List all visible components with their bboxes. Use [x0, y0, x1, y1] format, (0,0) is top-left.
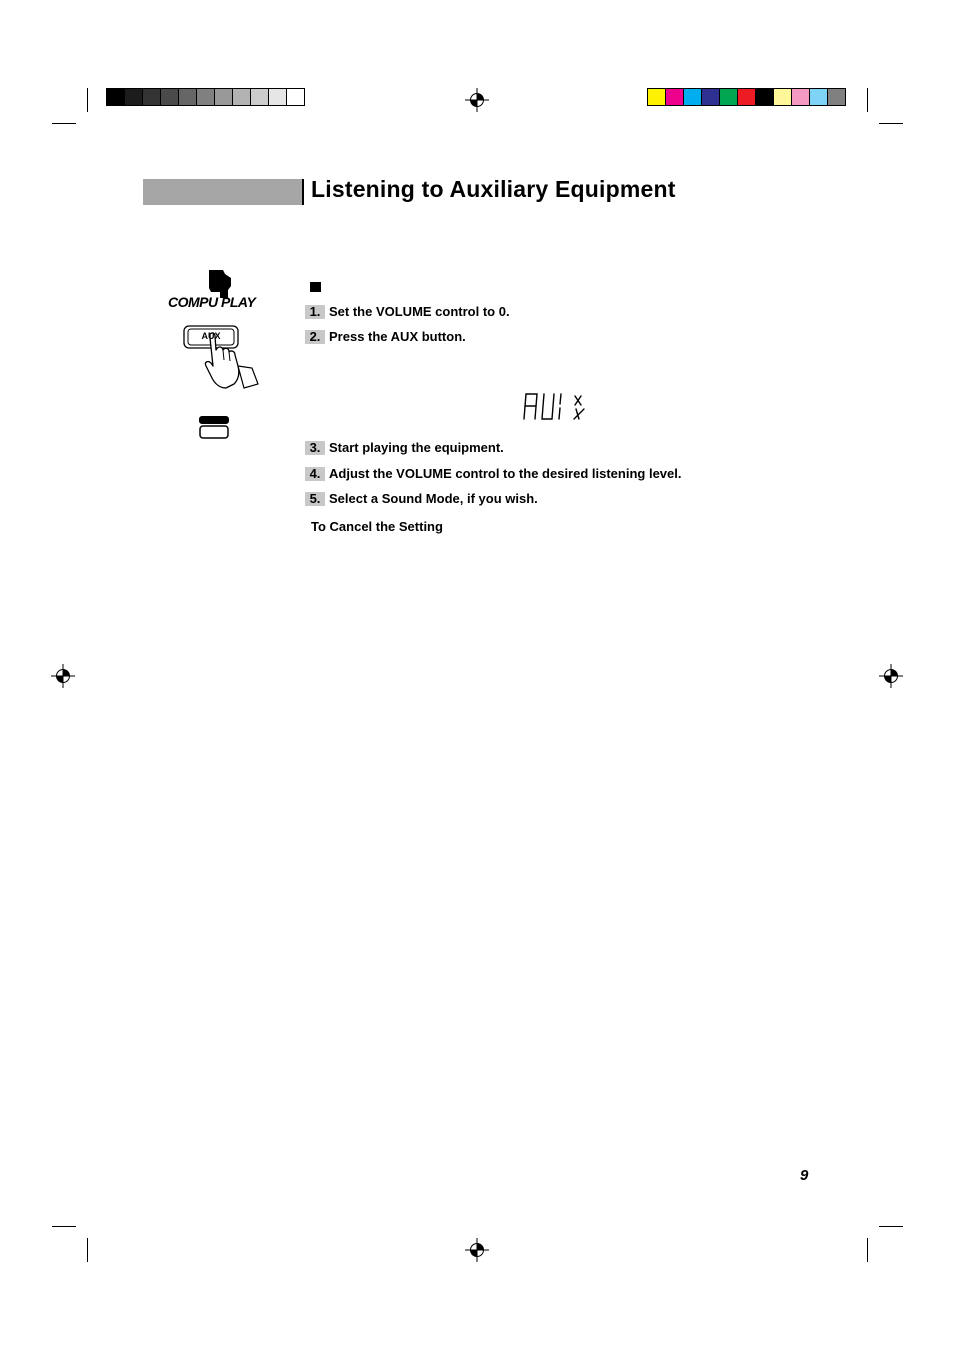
crop-mark-top-left-h	[52, 123, 76, 124]
color-swatch	[161, 89, 179, 105]
step-text: Set the VOLUME control to 0.	[329, 304, 510, 319]
color-swatch	[251, 89, 269, 105]
page-number: 9	[800, 1167, 809, 1184]
step-item	[305, 466, 682, 481]
color-swatch	[774, 89, 792, 105]
color-swatch	[738, 89, 756, 105]
step-text: Press the AUX button.	[329, 329, 466, 344]
step-item	[305, 440, 504, 455]
color-swatch	[702, 89, 720, 105]
step-number: 2.	[305, 330, 325, 344]
registration-target-icon	[465, 88, 489, 112]
step-item	[305, 491, 538, 506]
display-readout	[518, 390, 598, 422]
color-swatch	[287, 89, 304, 105]
color-swatch	[233, 89, 251, 105]
step-item	[305, 304, 510, 319]
step-text: Adjust the VOLUME control to the desired listening level.	[329, 466, 682, 481]
crop-mark-bottom-left-h	[52, 1226, 76, 1227]
color-swatch	[125, 89, 143, 105]
crop-mark-top-right-v	[867, 88, 868, 112]
color-swatch	[107, 89, 125, 105]
crop-mark-bottom-right-h	[879, 1226, 903, 1227]
step-number: 4.	[305, 467, 325, 481]
step-number: 5.	[305, 492, 325, 506]
registration-target-icon	[51, 664, 75, 688]
step-number: 3.	[305, 441, 325, 455]
color-swatch	[197, 89, 215, 105]
color-swatch	[684, 89, 702, 105]
step-text: Select a Sound Mode, if you wish.	[329, 491, 538, 506]
crop-mark-top-right-h	[879, 123, 903, 124]
remote-button-icon	[197, 414, 231, 440]
cancel-heading: To Cancel the Setting	[311, 519, 443, 534]
crop-mark-bottom-right-v	[867, 1238, 868, 1262]
color-swatch	[648, 89, 666, 105]
color-swatch	[828, 89, 845, 105]
color-swatch	[269, 89, 287, 105]
color-swatch	[792, 89, 810, 105]
section-marker-icon	[310, 282, 321, 292]
crop-mark-top-left-v	[87, 88, 88, 112]
registration-target-icon	[879, 664, 903, 688]
color-calibration-bar	[647, 88, 846, 106]
title-band	[143, 179, 302, 205]
registration-target-icon	[465, 1238, 489, 1262]
color-swatch	[179, 89, 197, 105]
aux-button-label: AUX	[201, 331, 221, 341]
page-title: Listening to Auxiliary Equipment	[311, 176, 676, 202]
color-swatch	[756, 89, 774, 105]
compu-play-label: COMPU PLAY	[168, 294, 256, 310]
color-swatch	[215, 89, 233, 105]
title-separator	[302, 179, 304, 205]
color-swatch	[810, 89, 828, 105]
color-swatch	[720, 89, 738, 105]
step-number: 1.	[305, 305, 325, 319]
step-item	[305, 329, 466, 344]
grayscale-calibration-bar	[106, 88, 305, 106]
crop-mark-bottom-left-v	[87, 1238, 88, 1262]
step-text: Start playing the equipment.	[329, 440, 504, 455]
color-swatch	[666, 89, 684, 105]
color-swatch	[143, 89, 161, 105]
